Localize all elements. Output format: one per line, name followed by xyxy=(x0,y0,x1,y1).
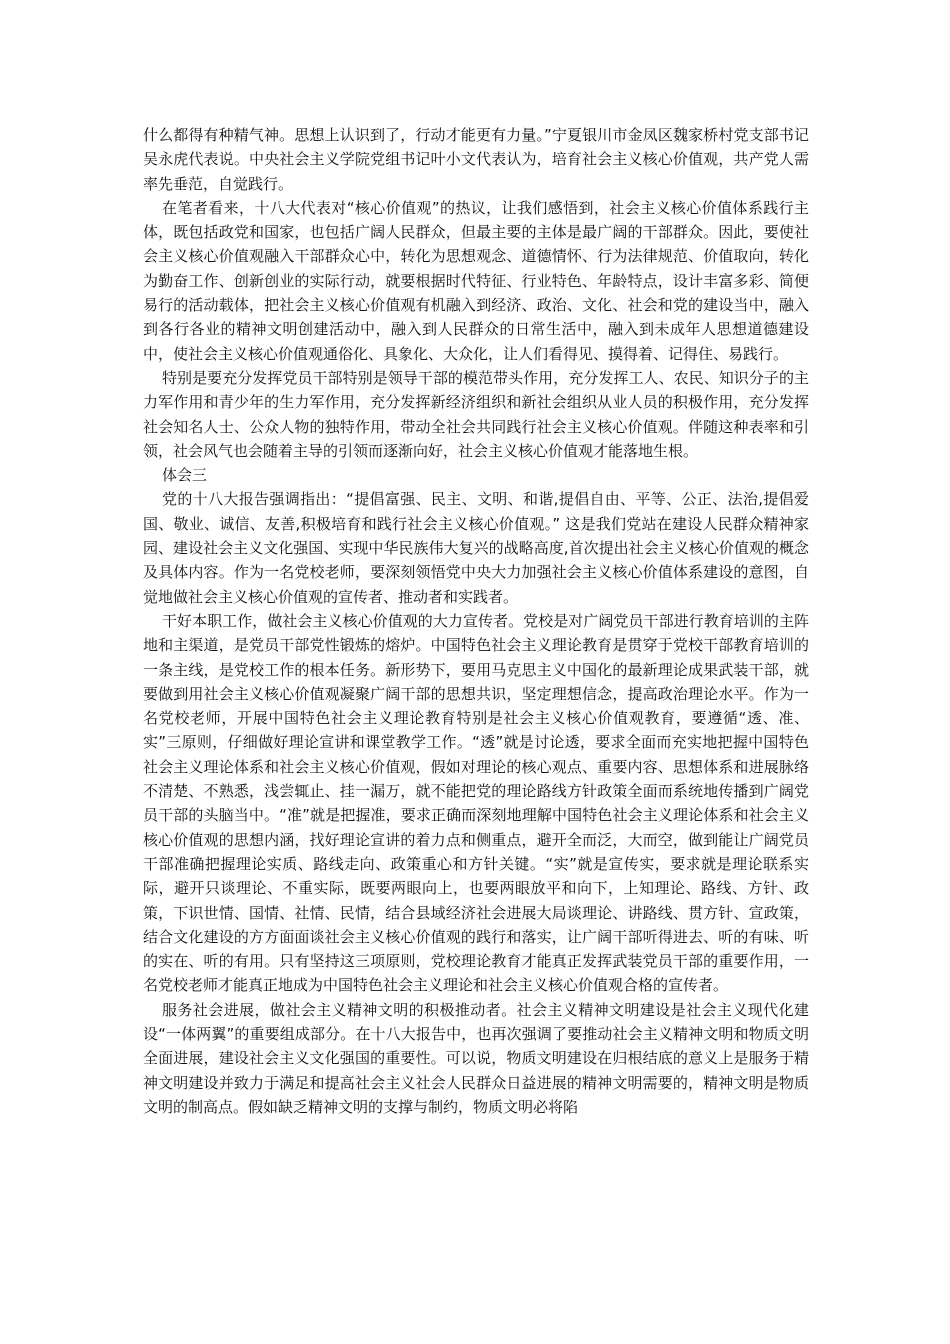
section-heading: 体会三 xyxy=(162,466,208,485)
paragraph: 干好本职工作，做社会主义核心价值观的大力宣传者。党校是对广阔党员干部进行教育培训的主阵地和主渠道，是党员干部党性锻炼的熔炉。中国特色社会主义理论教育是贯穿于党校干部教育培训的一条主线，是党校工作的根本任务。新形势下，要用马克思主义中国化的最新理论成果武装干部，就要做到用社会主义核心价值观凝聚广阔干部的思想共识，坚定理想信念，提高政治理论水平。作为一名党校老师，开展中国特色社会主义理论教育特别是社会主义核心价值观教育，要遵循“透、准、实”三原则，仔细做好理论宣讲和课堂教学工作。“透”就是讨论透，要求全面而充实地把握中国特色社会主义理论体系和社会主义核心价值观，假如对理论的核心观点、重要内容、思想体系和进展脉络不清楚、不熟悉，浅尝辄止、挂一漏万，就不能把党的理论路线方针政策全面而系统地传播到广阔党员干部的头脑当中。“准”就是把握准，要求正确而深刻地理解中国特色社会主义理论体系和社会主义核心价值观的思想内涵，找好理论宣讲的着力点和侧重点，避开全而泛，大而空，做到能让广阔党员干部准确把握理论实质、路线走向、政策重心和方针关键。“实”就是宣传实，要求就是理论联系实际，避开只谈理论、不重实际，既要两眼向上，也要两眼放平和向下，上知理论、路线、方针、政策，下识世情、国情、社情、民情，结合县域经济社会进展大局谈理论、讲路线、贯方针、宣政策，结合文化建设的方方面面谈社会主义核心价值观的践行和落实，让广阔干部听得进去、听的有味、听的实在、听的有用。只有坚持这三项原则，党校理论教育才能真正发挥武装党员干部的重要作用，一名党校老师才能真正地成为中国特色社会主义理论和社会主义核心价值观合格的宣传者。 xyxy=(143,611,809,995)
document-body xyxy=(143,123,809,1119)
paragraph: 服务社会进展，做社会主义精神文明的积极推动者。社会主义精神文明建设是社会主义现代化建设“一体两翼”的重要组成部分。在十八大报告中，也再次强调了要推动社会主义精神文明和物质文明全面进展，建设社会主义文化强国的重要性。可以说，物质文明建设在归根结底的意义上是服务于精神文明建设并致力于满足和提高社会主义社会人民群众日益进展的精神文明需要的，精神文明是物质文明的制高点。假如缺乏精神文明的支撑与制约，物质文明必将陷 xyxy=(143,1000,809,1116)
paragraph: 在笔者看来，十八大代表对“核心价值观”的热议，让我们感悟到，社会主义核心价值体系践行主体，既包括政党和国家，也包括广阔人民群众，但最主要的主体是最广阔的干部群众。因此，要使社会主义核心价值观融入干部群众心中，转化为思想观念、道德情怀、行为法律规范、价值取向，转化为勤奋工作、创新创业的实际行动，就要根据时代特征、行业特色、年龄特点，设计丰富多彩、简便易行的活动载体，把社会主义核心价值观有机融入到经济、政治、文化、社会和党的建设当中，融入到各行各业的精神文明创建活动中，融入到人民群众的日常生活中，融入到未成年人思想道德建设中，使社会主义核心价值观通俗化、具象化、大众化，让人们看得见、摸得着、记得住、易践行。 xyxy=(143,198,809,363)
paragraph: 党的十八大报告强调指出：“提倡富强、民主、文明、和谐,提倡自由、平等、公正、法治,提倡爱国、敬业、诚信、友善,积极培育和践行社会主义核心价值观。” 这是我们党站在建设人民群众精神家园、建设社会主义文化强国、实现中华民族伟大复兴的战略高度,首次提出社会主义核心价值观的概念及具体内容。作为一名党校老师，要深刻领悟党中央大力加强社会主义核心价值体系建设的意图，自觉地做社会主义核心价值观的宣传者、推动者和实践者。 xyxy=(143,490,809,606)
paragraph: 特别是要充分发挥党员干部特别是领导干部的模范带头作用，充分发挥工人、农民、知识分子的主力军作用和青少年的生力军作用，充分发挥新经济组织和新社会组织从业人员的积极作用，充分发挥社会知名人士、公众人物的独特作用，带动全社会共同践行社会主义核心价值观。伴随这种表率和引领，社会风气也会随着主导的引领而逐渐向好，社会主义核心价值观才能落地生根。 xyxy=(143,368,809,460)
paragraph-continuation: 什么都得有种精气神。思想上认识到了，行动才能更有力量。”宁夏银川市金凤区魏家桥村党支部书记吴永虎代表说。中央社会主义学院党组书记叶小文代表认为，培育社会主义核心价值观，共产党人需率先垂范，自觉践行。 xyxy=(143,126,809,193)
